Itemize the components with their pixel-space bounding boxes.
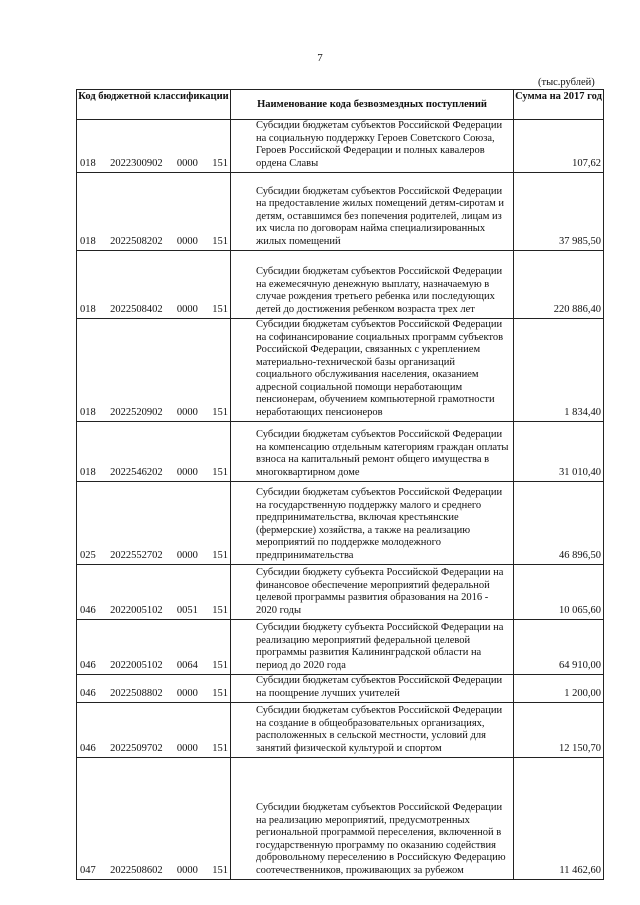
kosgu-code: 151 <box>212 605 228 616</box>
kosgu-code: 151 <box>212 550 228 561</box>
name-cell <box>231 565 514 620</box>
name-cell <box>231 675 514 703</box>
header-sum: Сумма на 2017 год <box>514 90 604 120</box>
income-name: Субсидии бюджетам субъектов Российской Федерации на государственную поддержку малого и среднего предпринимательства, включая крестьянские (фермерские) хозяйства, а также на реализацию мероприятий по поддержке молодежного предпринимательства <box>256 487 503 561</box>
table-row <box>77 251 604 319</box>
code-cell <box>77 565 231 620</box>
income-name: Субсидии бюджету субъекта Российской Федерации на финансовое обеспечение мероприятий федеральной целевой программы развития образования на 2016 - 2020 годы <box>256 567 504 616</box>
table-row <box>77 565 604 620</box>
income-name: Субсидии бюджетам субъектов Российской Федерации на реализацию мероприятий, предусмотренных региональной программой переселения, включенной в государственную программу по оказанию содействия добровольному переселению в Российскую Федерацию соотечественников, проживающих за рубежом <box>256 802 506 876</box>
name-cell <box>231 173 514 251</box>
budget-table <box>76 89 604 880</box>
admin-code: 025 <box>80 550 96 561</box>
type-code: 2022509702 <box>110 743 163 754</box>
income-name: Субсидии бюджетам субъектов Российской Федерации на ежемесячную денежную выплату, назначаемую в случае рождения третьего ребенка или последующих детей до достижения ребенком возраста трех лет <box>256 266 503 315</box>
admin-code: 018 <box>80 407 96 418</box>
program-code: 0000 <box>176 158 198 169</box>
code-cell <box>77 120 231 173</box>
name-cell <box>231 703 514 758</box>
income-name: Субсидии бюджетам субъектов Российской Федерации на социальную поддержку Героев Советского Союза, Героев Российской Федерации и полных кавалеров ордена Славы <box>256 120 503 169</box>
program-code: 0000 <box>176 236 198 247</box>
code-cell <box>77 620 231 675</box>
sum-cell: 64 910,00 <box>514 620 604 675</box>
header-code: Код бюджетной классификации <box>77 90 231 120</box>
admin-code: 046 <box>80 605 96 616</box>
kosgu-code: 151 <box>212 407 228 418</box>
code-cell <box>77 758 231 880</box>
name-cell <box>231 120 514 173</box>
program-code: 0000 <box>176 407 198 418</box>
sum-cell: 1 200,00 <box>514 675 604 703</box>
table-row <box>77 675 604 703</box>
program-code: 0000 <box>176 304 198 315</box>
table-row <box>77 758 604 880</box>
type-code: 2022546202 <box>110 467 163 478</box>
code-cell <box>77 173 231 251</box>
name-cell <box>231 620 514 675</box>
kosgu-code: 151 <box>212 688 228 699</box>
income-name: Субсидии бюджетам субъектов Российской Федерации на софинансирование социальных программ субъектов Российской Федерации, связанных с укреплением материально-технической базы организаций социального обслуживания населения, оказанием адресной социальной помощи неработающим пенсионерам, обучением компьютерной грамотности неработающих пенсионеров <box>256 319 504 418</box>
code-cell <box>77 703 231 758</box>
kosgu-code: 151 <box>212 236 228 247</box>
program-code: 0000 <box>176 550 198 561</box>
type-code: 2022508402 <box>110 304 163 315</box>
table-row <box>77 319 604 422</box>
income-name: Субсидии бюджету субъекта Российской Федерации на реализацию мероприятий федеральной целевой программы развития Калининградской области на период до 2020 года <box>256 622 504 671</box>
program-code: 0000 <box>176 743 198 754</box>
code-cell <box>77 482 231 565</box>
admin-code: 046 <box>80 743 96 754</box>
type-code: 2022508602 <box>110 865 163 876</box>
table-row <box>77 620 604 675</box>
income-name: Субсидии бюджетам субъектов Российской Федерации на создание в общеобразовательных организациях, расположенных в сельской местности, условий для занятий физической культурой и спортом <box>256 705 503 754</box>
sum-cell: 31 010,40 <box>514 422 604 482</box>
admin-code: 046 <box>80 688 96 699</box>
type-code: 2022508802 <box>110 688 163 699</box>
program-code: 0000 <box>176 688 198 699</box>
name-cell <box>231 758 514 880</box>
table-row <box>77 120 604 173</box>
header-name: Наименование кода безвозмездных поступлений <box>231 90 514 120</box>
program-code: 0051 <box>176 605 198 616</box>
program-code: 0064 <box>176 660 198 671</box>
type-code: 2022508202 <box>110 236 163 247</box>
name-cell <box>231 482 514 565</box>
table-header-row <box>77 90 604 120</box>
type-code: 2022300902 <box>110 158 163 169</box>
program-code: 0000 <box>176 467 198 478</box>
sum-cell: 11 462,60 <box>514 758 604 880</box>
code-cell <box>77 319 231 422</box>
table-row <box>77 422 604 482</box>
code-cell <box>77 422 231 482</box>
sum-cell: 37 985,50 <box>514 173 604 251</box>
income-name: Субсидии бюджетам субъектов Российской Федерации на компенсацию отдельным категориям граждан оплаты взноса на капитальный ремонт общего имущества в многоквартирном доме <box>256 429 509 478</box>
sum-cell: 10 065,60 <box>514 565 604 620</box>
type-code: 2022005102 <box>110 660 163 671</box>
kosgu-code: 151 <box>212 743 228 754</box>
name-cell <box>231 422 514 482</box>
code-cell <box>77 675 231 703</box>
units-label: (тыс.рублей) <box>538 77 595 88</box>
income-name: Субсидии бюджетам субъектов Российской Федерации на предоставление жилых помещений детям-сиротам и детям, оставшимся без попечения родителей, лицам из их числа по договорам найма специализированных жилых помещений <box>256 185 505 247</box>
sum-cell: 1 834,40 <box>514 319 604 422</box>
kosgu-code: 151 <box>212 660 228 671</box>
page-number: 7 <box>317 52 323 64</box>
kosgu-code: 151 <box>212 467 228 478</box>
name-cell <box>231 251 514 319</box>
admin-code: 046 <box>80 660 96 671</box>
admin-code: 018 <box>80 467 96 478</box>
sum-cell: 12 150,70 <box>514 703 604 758</box>
admin-code: 018 <box>80 236 96 247</box>
kosgu-code: 151 <box>212 865 228 876</box>
table-row <box>77 703 604 758</box>
program-code: 0000 <box>176 865 198 876</box>
kosgu-code: 151 <box>212 304 228 315</box>
code-cell <box>77 251 231 319</box>
admin-code: 047 <box>80 865 96 876</box>
income-name: Субсидии бюджетам субъектов Российской Федерации на поощрение лучших учителей <box>256 675 503 699</box>
table-row <box>77 173 604 251</box>
admin-code: 018 <box>80 304 96 315</box>
type-code: 2022520902 <box>110 407 163 418</box>
type-code: 2022552702 <box>110 550 163 561</box>
sum-cell: 220 886,40 <box>514 251 604 319</box>
type-code: 2022005102 <box>110 605 163 616</box>
table-row <box>77 482 604 565</box>
admin-code: 018 <box>80 158 96 169</box>
name-cell <box>231 319 514 422</box>
sum-cell: 107,62 <box>514 120 604 173</box>
sum-cell: 46 896,50 <box>514 482 604 565</box>
kosgu-code: 151 <box>212 158 228 169</box>
